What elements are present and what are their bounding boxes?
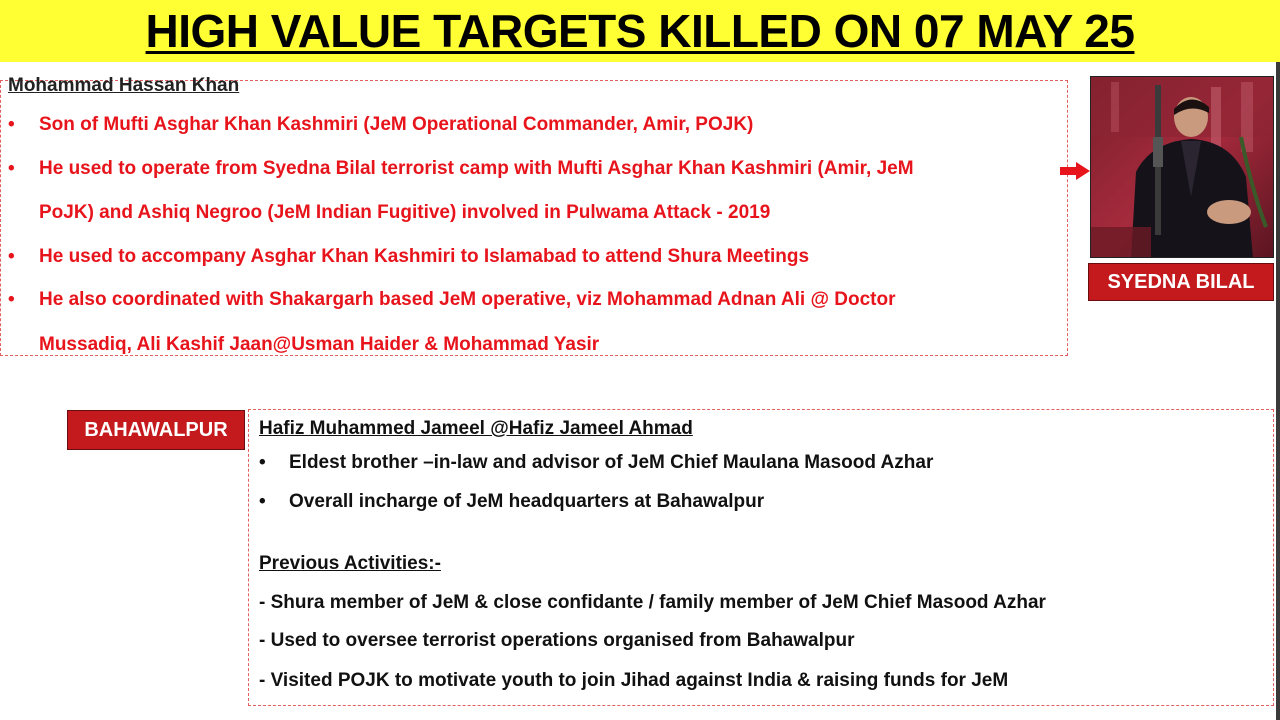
target2-bullet-icon: • bbox=[259, 452, 266, 473]
location-label-bahawalpur: BAHAWALPUR bbox=[67, 410, 245, 450]
activity-item: - Shura member of JeM & close confidante / family member of JeM Chief Masood Azhar bbox=[259, 592, 1046, 613]
activity-item: - Used to oversee terrorist operations organised from Bahawalpur bbox=[259, 630, 855, 651]
target2-bullet: Overall incharge of JeM headquarters at Bahawalpur bbox=[289, 491, 765, 512]
slide-edge-divider bbox=[1276, 62, 1280, 720]
page-title: HIGH VALUE TARGETS KILLED ON 07 MAY 25 bbox=[145, 5, 1135, 57]
arrow-right-icon bbox=[1060, 162, 1090, 180]
target1-name: Mohammad Hassan Khan bbox=[8, 75, 240, 96]
target2-bullet-icon: • bbox=[259, 491, 266, 512]
target1-bullet-icon: • bbox=[8, 114, 15, 135]
target1-line: Mussadiq, Ali Kashif Jaan@Usman Haider & Mohammad Yasir bbox=[39, 334, 600, 355]
target1-line: He used to operate from Syedna Bilal terrorist camp with Mufti Asghar Khan Kashmiri (Amir, JeM bbox=[39, 158, 914, 179]
target1-bullet-icon: • bbox=[8, 289, 15, 310]
target1-bullet-icon: • bbox=[8, 246, 15, 267]
target1-line: PoJK) and Ashiq Negroo (JeM Indian Fugitive) involved in Pulwama Attack - 2019 bbox=[39, 202, 771, 223]
title-banner bbox=[0, 0, 1280, 62]
target1-bullet-icon: • bbox=[8, 158, 15, 179]
target1-line: He used to accompany Asghar Khan Kashmiri to Islamabad to attend Shura Meetings bbox=[39, 246, 810, 267]
target2-bullet: Eldest brother –in-law and advisor of JeM Chief Maulana Masood Azhar bbox=[289, 452, 934, 473]
target1-line: Son of Mufti Asghar Khan Kashmiri (JeM Operational Commander, Amir, POJK) bbox=[39, 114, 754, 135]
person-photo-image bbox=[1091, 77, 1274, 258]
target1-photo bbox=[1090, 76, 1274, 258]
activity-item: - Visited POJK to motivate youth to join Jihad against India & raising funds for JeM bbox=[259, 670, 1009, 691]
previous-activities-heading: Previous Activities:- bbox=[259, 553, 441, 574]
location-label-syedna-bilal: SYEDNA BILAL bbox=[1088, 263, 1274, 301]
target2-name: Hafiz Muhammed Jameel @Hafiz Jameel Ahmad bbox=[259, 418, 693, 439]
target1-line: He also coordinated with Shakargarh based JeM operative, viz Mohammad Adnan Ali @ Doctor bbox=[39, 289, 896, 310]
